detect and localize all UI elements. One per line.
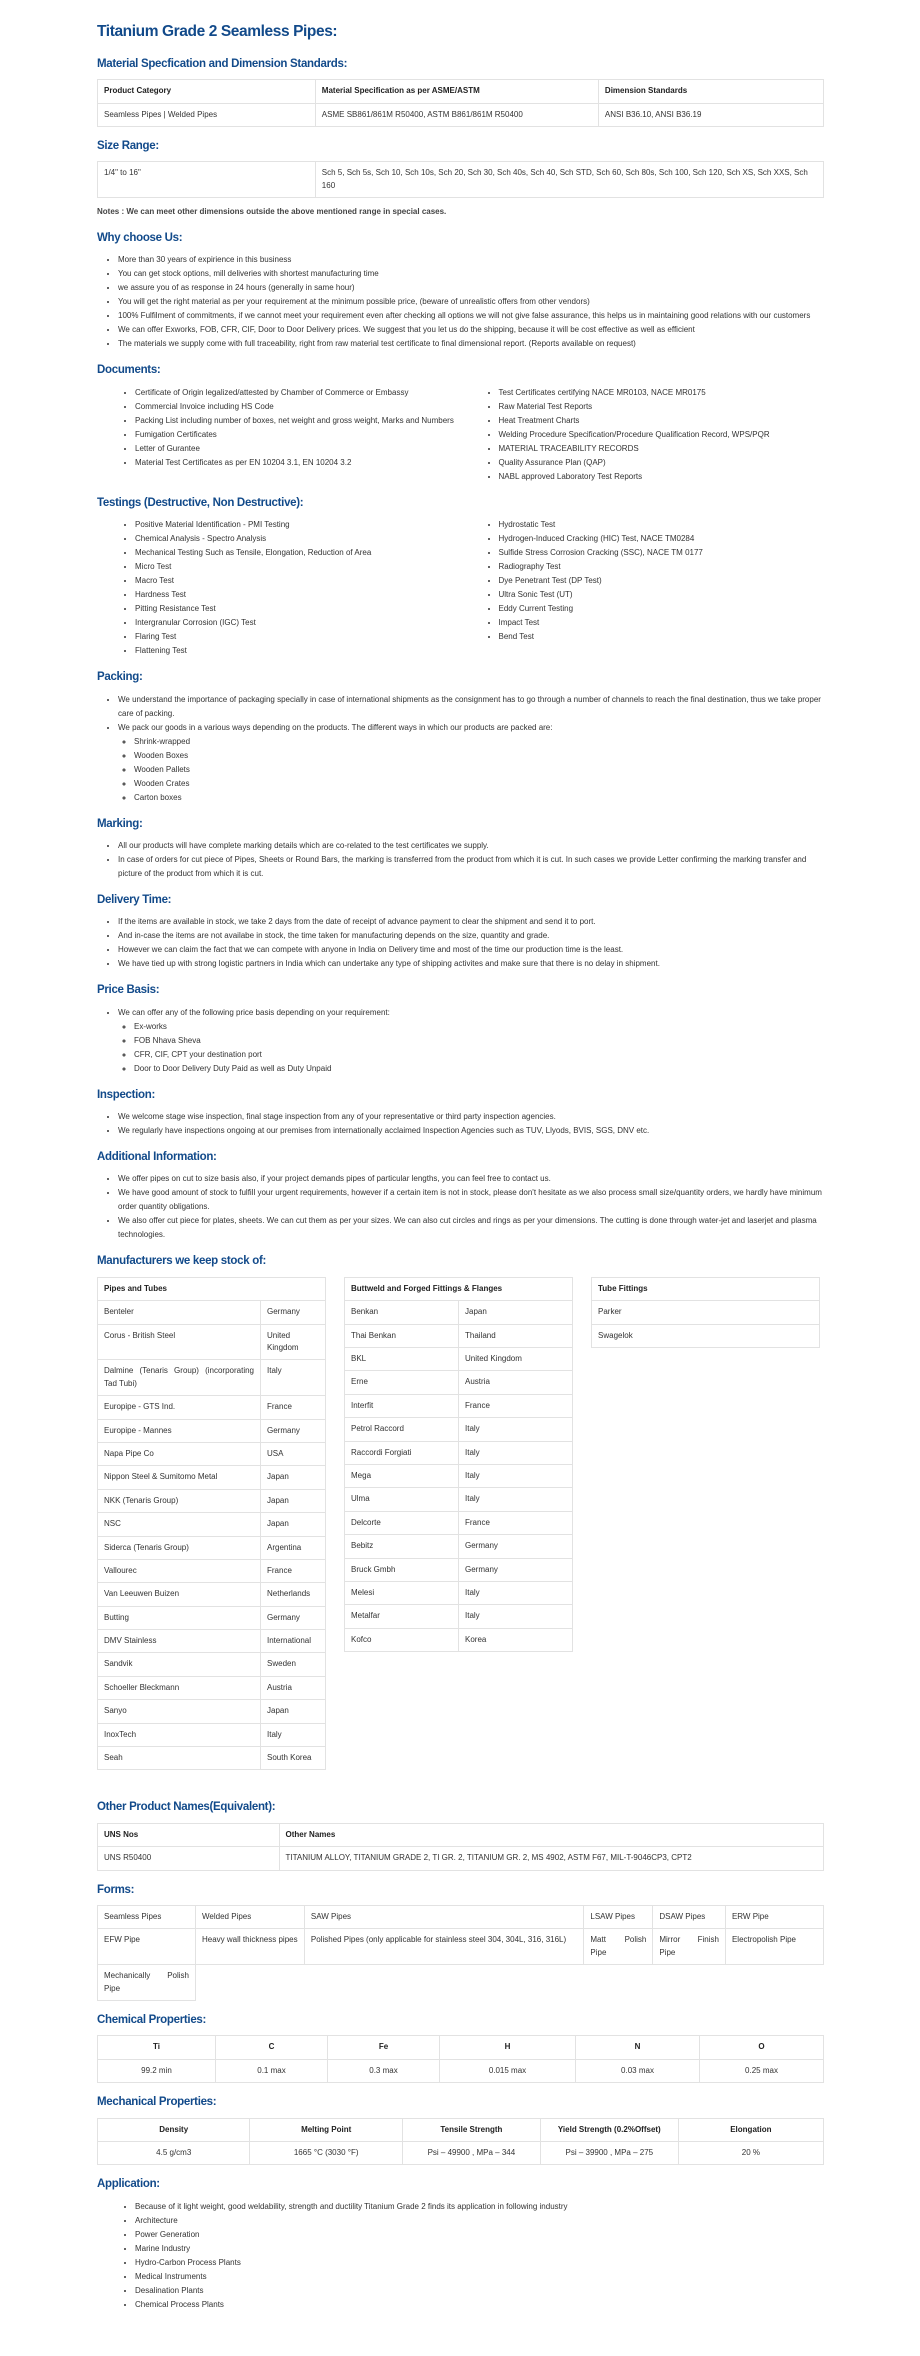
spec-header: Dimension Standards [598, 80, 823, 103]
table-row [345, 1511, 573, 1534]
spec-cell: ANSI B36.10, ANSI B36.19 [598, 103, 823, 126]
manufacturer-name: Sandvik [98, 1653, 261, 1676]
manufacturer-country: France [459, 1511, 573, 1534]
table-row [98, 1360, 326, 1396]
manufacturer-name: Butting [98, 1606, 261, 1629]
table-row [98, 2141, 824, 2164]
chemical-heading: Chemical Properties: [97, 2013, 207, 2026]
list-item: • We have tied up with strong logistic partners in India which can undertake any type of shipping activites and make sure that there is no delay in shipment. [118, 957, 824, 971]
documents-columns [97, 386, 824, 484]
manufacturer-name: Ulma [345, 1488, 459, 1511]
table-row [98, 1466, 326, 1489]
buttweld-table [344, 1277, 573, 1652]
manufacturer-country: Italy [459, 1464, 573, 1487]
manufacturer-name: Raccordi Forgiati [345, 1441, 459, 1464]
manufacturer-name: Europipe - Mannes [98, 1419, 261, 1442]
list-item: • However we can claim the fact that we can compete with anyone in India on Delivery time and most of the time our production time is the least. [118, 943, 824, 957]
list-item: • More than 30 years of expirience in this business [118, 253, 824, 267]
manufacturer-name: Parker [592, 1301, 820, 1324]
manufacturer-name: Corus - British Steel [98, 1324, 261, 1360]
property-value: 1665 °C (3030 °F) [250, 2141, 402, 2164]
table-row [345, 1535, 573, 1558]
list-item: • Architecture [135, 2214, 824, 2228]
list-item: • Test Certificates certifying NACE MR0103, NACE MR0175 [499, 386, 825, 400]
manufacturer-name: Metalfar [345, 1605, 459, 1628]
inspection-list [97, 1110, 824, 1138]
sub-list-item: ◦ Carton boxes [134, 791, 824, 805]
list-item: • Desalination Plants [135, 2284, 824, 2298]
manufacturer-country: Thailand [459, 1324, 573, 1347]
list-item: • Flaring Test [135, 630, 461, 644]
table-row [98, 1606, 326, 1629]
manufacturer-country: Korea [459, 1628, 573, 1651]
other-names-cell: TITANIUM ALLOY, TITANIUM GRADE 2, TI GR. 2, TITANIUM GR. 2, MS 4902, ASTM F67, MIL-T-9046CP3, CPT2 [279, 1847, 824, 1870]
table-row [345, 1488, 573, 1511]
property-value: 4.5 g/cm3 [98, 2141, 250, 2164]
page-title: Titanium Grade 2 Seamless Pipes: [97, 23, 338, 40]
table-row [98, 1536, 326, 1559]
mechanical-heading: Mechanical Properties: [97, 2096, 217, 2109]
marking-heading: Marking: [97, 817, 143, 830]
table-row [98, 1723, 326, 1746]
manufacturer-name: Schoeller Bleckmann [98, 1676, 261, 1699]
delivery-heading: Delivery Time: [97, 893, 172, 906]
list-item: • Medical Instruments [135, 2270, 824, 2284]
table-row [98, 1513, 326, 1536]
table-row [98, 1630, 326, 1653]
form-cell: Mechanically Polish Pipe [98, 1965, 196, 2001]
list-item: • Material Test Certificates as per EN 10204 3.1, EN 10204 3.2 [135, 456, 461, 470]
list-item: • Hydro-Carbon Process Plants [135, 2256, 824, 2270]
list-item: • Ultra Sonic Test (UT) [499, 588, 825, 602]
table-row [98, 1965, 824, 2001]
list-item: • We understand the importance of packaging specially in case of international shipments as the consignment has to go through a number of channels to reach the final destination, thus we take proper care of packing. [118, 693, 824, 721]
other-names-header: UNS Nos [98, 1823, 280, 1846]
form-cell: ERW Pipe [725, 1906, 823, 1929]
table-row [98, 103, 824, 126]
tube-fittings-table [591, 1277, 820, 1348]
table-row [98, 1653, 326, 1676]
manufacturer-name: Nippon Steel & Sumitomo Metal [98, 1466, 261, 1489]
table-row [592, 1301, 820, 1324]
form-cell: Seamless Pipes [98, 1906, 196, 1929]
manufacturer-country: International [261, 1630, 326, 1653]
table-row [98, 1847, 824, 1870]
element-value: 0.1 max [215, 2059, 327, 2082]
manufacturer-country: Italy [459, 1441, 573, 1464]
form-cell: Polished Pipes (only applicable for stainless steel 304, 304L, 316, 316L) [304, 1929, 584, 1965]
form-cell: Electropolish Pipe [725, 1929, 823, 1965]
manufacturer-name: Thai Benkan [345, 1324, 459, 1347]
manufacturer-country: Japan [459, 1301, 573, 1324]
table-row [345, 1441, 573, 1464]
testings-heading: Testings (Destructive, Non Destructive): [97, 496, 304, 509]
manufacturer-country: United Kingdom [261, 1324, 326, 1360]
price-list [97, 1006, 824, 1076]
list-item: • We offer pipes on cut to size basis also, if your project demands pipes of particular lengths, you can feel free to contact us. [118, 1172, 824, 1186]
sub-list-item: ◦ Door to Door Delivery Duty Paid as well as Duty Unpaid [134, 1062, 824, 1076]
manufacturer-country: Italy [459, 1488, 573, 1511]
manufacturer-country: France [261, 1396, 326, 1419]
why-heading: Why choose Us: [97, 231, 183, 244]
application-list [97, 2200, 824, 2312]
manufacturer-country: Germany [459, 1558, 573, 1581]
manufacturer-name: Bebitz [345, 1535, 459, 1558]
list-item: • Power Generation [135, 2228, 824, 2242]
tube-fittings-title: Tube Fittings [592, 1277, 820, 1300]
additional-list [97, 1172, 824, 1242]
list-item: • We can offer Exworks, FOB, CFR, CIF, Door to Door Delivery prices. We suggest that you let us do the shipping, because it will be cost effective as well as efficient [118, 323, 824, 337]
list-item: • Letter of Gurantee [135, 442, 461, 456]
property-value: 20 % [678, 2141, 823, 2164]
forms-table [97, 1905, 824, 2001]
sub-list-item: ◦ Shrink-wrapped [134, 735, 824, 749]
list-item: • Welding Procedure Specification/Procedure Qualification Record, WPS/PQR [499, 428, 825, 442]
manufacturer-country: Argentina [261, 1536, 326, 1559]
list-item-text: We can offer any of the following price basis depending on your requirement: [118, 1007, 390, 1017]
manufacturer-name: Napa Pipe Co [98, 1442, 261, 1465]
testings-columns [97, 518, 824, 658]
spec-table [97, 79, 824, 127]
list-item: • Hydrogen-Induced Cracking (HIC) Test, NACE TM0284 [499, 532, 825, 546]
marking-list [97, 839, 824, 881]
manufacturer-country: Germany [261, 1606, 326, 1629]
pipes-tubes-table [97, 1277, 326, 1771]
list-item: • Certificate of Origin legalized/attested by Chamber of Commerce or Embassy [135, 386, 461, 400]
element-header: Ti [98, 2036, 216, 2059]
spec-heading: Material Specfication and Dimension Standards: [97, 57, 348, 70]
manufacturer-country: Japan [261, 1513, 326, 1536]
manufacturer-name: Dalmine (Tenaris Group) (incorporating Tad Tubi) [98, 1360, 261, 1396]
element-value: 0.03 max [576, 2059, 700, 2082]
list-item [118, 721, 824, 805]
list-item: • We regularly have inspections ongoing at our premises from internationally acclaimed Inspection Agencies such as TUV, Llyods, BVIS, SGS, DNV etc. [118, 1124, 824, 1138]
list-item: • You can get stock options, mill deliveries with shortest manufacturing time [118, 267, 824, 281]
documents-heading: Documents: [97, 364, 161, 377]
manufacturer-country: Italy [459, 1418, 573, 1441]
form-cell: EFW Pipe [98, 1929, 196, 1965]
list-item: • Micro Test [135, 560, 461, 574]
spec-header: Material Specification as per ASME/ASTM [315, 80, 598, 103]
table-row [345, 1348, 573, 1371]
list-item: • You will get the right material as per your requirement at the minimum possible price, (beware of unrealistic offers from other vendors) [118, 295, 824, 309]
list-item: • If the items are available in stock, we take 2 days from the date of receipt of advance payment to clear the shipment and send it to port. [118, 915, 824, 929]
table-row [345, 1394, 573, 1417]
list-item: • Flattening Test [135, 644, 461, 658]
property-header: Tensile Strength [402, 2118, 540, 2141]
table-row [98, 1301, 326, 1324]
uns-cell: UNS R50400 [98, 1847, 280, 1870]
list-item: • Dye Penetrant Test (DP Test) [499, 574, 825, 588]
inspection-heading: Inspection: [97, 1088, 156, 1101]
property-header: Melting Point [250, 2118, 402, 2141]
list-item: • Intergranular Corrosion (IGC) Test [135, 616, 461, 630]
table-row [98, 1396, 326, 1419]
list-item: • Marine Industry [135, 2242, 824, 2256]
manufacturer-name: Mega [345, 1464, 459, 1487]
table-row [98, 1419, 326, 1442]
list-item: • Macro Test [135, 574, 461, 588]
list-item: • Eddy Current Testing [499, 602, 825, 616]
list-item: • Raw Material Test Reports [499, 400, 825, 414]
manufacturer-name: Siderca (Tenaris Group) [98, 1536, 261, 1559]
table-row [98, 1583, 326, 1606]
testings-left-list [97, 518, 461, 658]
element-header: N [576, 2036, 700, 2059]
manufacturer-country: France [261, 1559, 326, 1582]
table-row [592, 1324, 820, 1347]
manufacturer-name: NSC [98, 1513, 261, 1536]
list-item: • And in-case the items are not availabe in stock, the time taken for manufacturing depends on the size, quantity and grade. [118, 929, 824, 943]
spec-cell: Seamless Pipes | Welded Pipes [98, 103, 316, 126]
form-cell: Mirror Finish Pipe [653, 1929, 726, 1965]
manufacturer-name: Swagelok [592, 1324, 820, 1347]
manufacturer-name: NKK (Tenaris Group) [98, 1489, 261, 1512]
other-names-heading: Other Product Names(Equivalent): [97, 1801, 276, 1814]
list-item: • The materials we supply come with full traceability, right from raw material test certificate to final dimensional report. (Reports available on request) [118, 337, 824, 351]
spec-cell: ASME SB861/861M R50400, ASTM B861/861M R50400 [315, 103, 598, 126]
list-item: • Chemical Analysis - Spectro Analysis [135, 532, 461, 546]
manufacturer-country: Italy [261, 1360, 326, 1396]
list-item-text: We pack our goods in a various ways depending on the products. The different ways in which our products are packed are: [118, 722, 553, 732]
chemical-table [97, 2035, 824, 2083]
form-cell: DSAW Pipes [653, 1906, 726, 1929]
list-item: • We also offer cut piece for plates, sheets. We can cut them as per your sizes. We can also cut circles and rings as per your dimensions. The cutting is done through water-jet and laserjet and plasma technologies. [118, 1214, 824, 1242]
other-names-header: Other Names [279, 1823, 824, 1846]
manufacturer-country: Netherlands [261, 1583, 326, 1606]
manufacturer-name: Interfit [345, 1394, 459, 1417]
table-row [345, 1418, 573, 1441]
mechanical-table [97, 2118, 824, 2166]
table-row [98, 162, 824, 198]
pipes-tubes-title: Pipes and Tubes [98, 1277, 326, 1300]
manufacturer-country: Sweden [261, 1653, 326, 1676]
element-value: 0.015 max [439, 2059, 575, 2082]
table-row [98, 1676, 326, 1699]
table-row [98, 1442, 326, 1465]
table-row [98, 1747, 326, 1770]
table-row [98, 1324, 326, 1360]
list-item: • Hydrostatic Test [499, 518, 825, 532]
size-range-cell: Sch 5, Sch 5s, Sch 10, Sch 10s, Sch 20, Sch 30, Sch 40s, Sch 40, Sch STD, Sch 60, Sch 80s, Sch 100, Sch 120, Sch XS, Sch XXS, Sch 160 [315, 162, 823, 198]
list-item: • Sulfide Stress Corrosion Cracking (SSC), NACE TM 0177 [499, 546, 825, 560]
price-heading: Price Basis: [97, 984, 160, 997]
property-header: Yield Strength (0.2%Offset) [540, 2118, 678, 2141]
price-sub-list [118, 1020, 824, 1076]
manufacturer-name: Delcorte [345, 1511, 459, 1534]
manufacturer-country: Japan [261, 1466, 326, 1489]
size-range-table [97, 161, 824, 198]
other-names-table [97, 1823, 824, 1871]
manufacturer-name: DMV Stainless [98, 1630, 261, 1653]
sub-list-item: ◦ FOB Nhava Sheva [134, 1034, 824, 1048]
element-value: 0.3 max [327, 2059, 439, 2082]
element-value: 0.25 max [699, 2059, 823, 2082]
table-row [345, 1628, 573, 1651]
sub-list-item: ◦ Ex-works [134, 1020, 824, 1034]
sub-list-item: ◦ Wooden Crates [134, 777, 824, 791]
list-item: • Quality Assurance Plan (QAP) [499, 456, 825, 470]
property-value: Psi – 39900 , MPa – 275 [540, 2141, 678, 2164]
additional-heading: Additional Information: [97, 1151, 217, 1164]
manufacturer-country: Germany [261, 1419, 326, 1442]
list-item: • Hardness Test [135, 588, 461, 602]
list-item: • NABL approved Laboratory Test Reports [499, 470, 825, 484]
why-list [97, 253, 824, 351]
table-row [98, 1906, 824, 1929]
manufacturer-name: Erne [345, 1371, 459, 1394]
table-row [98, 1700, 326, 1723]
manufacturer-name: Seah [98, 1747, 261, 1770]
manufacturer-country: United Kingdom [459, 1348, 573, 1371]
table-row [98, 1929, 824, 1965]
documents-left-list [97, 386, 461, 484]
manufacturer-country: Germany [261, 1301, 326, 1324]
manufacturer-name: Sanyo [98, 1700, 261, 1723]
table-row [98, 1489, 326, 1512]
manufacturer-country: Austria [261, 1676, 326, 1699]
forms-heading: Forms: [97, 1883, 135, 1896]
element-header: O [699, 2036, 823, 2059]
list-item: • Fumigation Certificates [135, 428, 461, 442]
list-item: • Heat Treatment Charts [499, 414, 825, 428]
spec-header: Product Category [98, 80, 316, 103]
manufacturer-name: Vallourec [98, 1559, 261, 1582]
table-row [98, 1559, 326, 1582]
documents-right-list [461, 386, 825, 484]
form-cell: LSAW Pipes [584, 1906, 653, 1929]
packing-sub-list [118, 735, 824, 805]
property-header: Density [98, 2118, 250, 2141]
manufacturer-country: Italy [459, 1581, 573, 1604]
manufacturer-country: Japan [261, 1489, 326, 1512]
table-row [345, 1605, 573, 1628]
sub-list-item: ◦ CFR, CIF, CPT your destination port [134, 1048, 824, 1062]
list-item [118, 1006, 824, 1076]
table-row [345, 1581, 573, 1604]
manufacturer-country: Italy [261, 1723, 326, 1746]
table-row [345, 1558, 573, 1581]
form-cell: Heavy wall thickness pipes [196, 1929, 305, 1965]
manufacturer-country: Austria [459, 1371, 573, 1394]
element-value: 99.2 min [98, 2059, 216, 2082]
element-header: Fe [327, 2036, 439, 2059]
list-item: • Pitting Resistance Test [135, 602, 461, 616]
manufacturer-country: Italy [459, 1605, 573, 1628]
delivery-list [97, 915, 824, 971]
form-cell: Welded Pipes [196, 1906, 305, 1929]
list-item: • Impact Test [499, 616, 825, 630]
list-item: • We have good amount of stock to fulfill your urgent requirements, however if a certain item is not in stock, please don't hesitate as we also process small size/quantity orders, we hardly have minimum order quantity obligations. [118, 1186, 824, 1214]
manufacturer-name: Kofco [345, 1628, 459, 1651]
application-heading: Application: [97, 2178, 160, 2191]
list-item: • 100% Fulfilment of commitments, if we cannot meet your requirement even after checking all options we will not give false assurance, this helps us in maintaining good relations with our customers [118, 309, 824, 323]
manufacturer-name: Van Leeuwen Buizen [98, 1583, 261, 1606]
list-item: • All our products will have complete marking details which are co-related to the test certificates we supply. [118, 839, 824, 853]
sub-list-item: ◦ Wooden Pallets [134, 763, 824, 777]
list-item: • Commercial Invoice including HS Code [135, 400, 461, 414]
size-note: Notes : We can meet other dimensions outside the above mentioned range in special cases. [97, 207, 447, 217]
packing-list [97, 693, 824, 805]
list-item: • Because of it light weight, good weldability, strength and ductility Titanium Grade 2 finds its application in following industry [135, 2200, 824, 2214]
testings-right-list [461, 518, 825, 658]
list-item: • We welcome stage wise inspection, final stage inspection from any of your representative or third party inspection agencies. [118, 1110, 824, 1124]
manufacturer-name: Petrol Raccord [345, 1418, 459, 1441]
manufacturer-name: Melesi [345, 1581, 459, 1604]
buttweld-title: Buttweld and Forged Fittings & Flanges [345, 1277, 573, 1300]
list-item: • Packing List including number of boxes, net weight and gross weight, Marks and Numbers [135, 414, 461, 428]
list-item: • Chemical Process Plants [135, 2298, 824, 2312]
manufacturer-country: Japan [261, 1700, 326, 1723]
table-row [345, 1371, 573, 1394]
list-item: • Mechanical Testing Such as Tensile, Elongation, Reduction of Area [135, 546, 461, 560]
element-header: C [215, 2036, 327, 2059]
form-cell: Matt Polish Pipe [584, 1929, 653, 1965]
manufacturer-country: South Korea [261, 1747, 326, 1770]
manufacturer-name: Benkan [345, 1301, 459, 1324]
size-range-heading: Size Range: [97, 139, 159, 152]
manufacturer-name: Benteler [98, 1301, 261, 1324]
table-row [345, 1464, 573, 1487]
manufacturer-name: InoxTech [98, 1723, 261, 1746]
manufacturer-name: Bruck Gmbh [345, 1558, 459, 1581]
table-row [98, 2059, 824, 2082]
manufacturers-tables [97, 1277, 824, 1771]
form-cell: SAW Pipes [304, 1906, 584, 1929]
element-header: H [439, 2036, 575, 2059]
manufacturer-country: France [459, 1394, 573, 1417]
table-row [345, 1301, 573, 1324]
property-header: Elongation [678, 2118, 823, 2141]
list-item: • Positive Material Identification - PMI Testing [135, 518, 461, 532]
list-item: • MATERIAL TRACEABILITY RECORDS [499, 442, 825, 456]
manufacturers-heading: Manufacturers we keep stock of: [97, 1255, 267, 1268]
list-item: • we assure you of as response in 24 hours (generally in same hour) [118, 281, 824, 295]
manufacturer-country: Germany [459, 1535, 573, 1558]
property-value: Psi – 49900 , MPa – 344 [402, 2141, 540, 2164]
list-item: • Bend Test [499, 630, 825, 644]
size-range-cell: 1/4" to 16" [98, 162, 316, 198]
table-row [345, 1324, 573, 1347]
sub-list-item: ◦ Wooden Boxes [134, 749, 824, 763]
list-item: • In case of orders for cut piece of Pipes, Sheets or Round Bars, the marking is transferred from the product from which it is cut. In such cases we provide Letter confirming the marking transfer and picture of the product from which it is cut. [118, 853, 824, 881]
list-item: • Radiography Test [499, 560, 825, 574]
manufacturer-name: Europipe - GTS Ind. [98, 1396, 261, 1419]
manufacturer-name: BKL [345, 1348, 459, 1371]
manufacturer-country: USA [261, 1442, 326, 1465]
packing-heading: Packing: [97, 671, 143, 684]
